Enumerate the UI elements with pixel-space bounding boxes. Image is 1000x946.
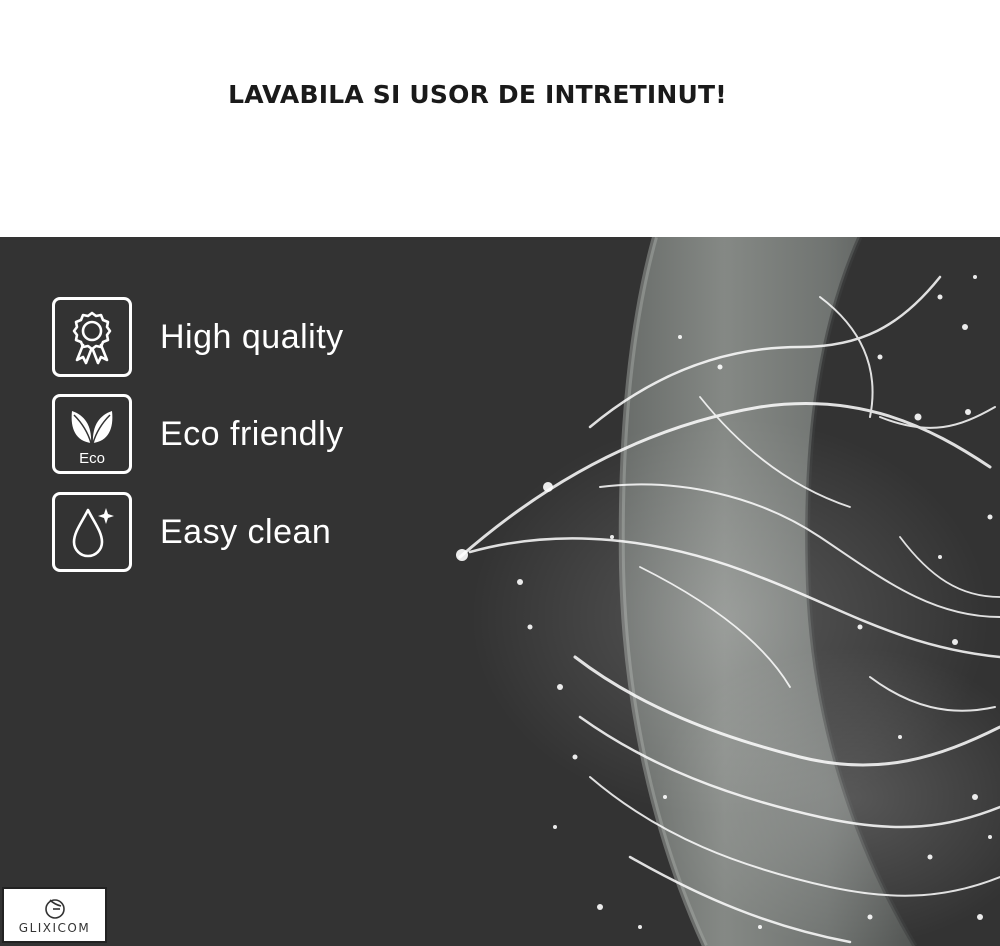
feature-panel bbox=[0, 237, 1000, 946]
feature-high-quality bbox=[52, 297, 344, 377]
eco-leaves-icon bbox=[60, 401, 124, 467]
brand-logo-text: GLIXICOM bbox=[18, 920, 91, 935]
award-ribbon-icon bbox=[64, 309, 120, 365]
feature-icon-box bbox=[52, 492, 132, 572]
feature-icon-box bbox=[52, 394, 132, 474]
feature-easy-clean bbox=[52, 492, 331, 572]
feature-label-high-quality: High quality bbox=[160, 317, 344, 356]
feature-eco-friendly bbox=[52, 394, 344, 474]
glixicom-logo-mark-icon bbox=[41, 896, 69, 920]
water-drop-sparkle-icon bbox=[64, 502, 120, 562]
eco-badge-text: Eco bbox=[79, 450, 105, 467]
feature-label-eco-friendly: Eco friendly bbox=[160, 414, 344, 453]
feature-icon-box bbox=[52, 297, 132, 377]
brand-logo bbox=[2, 887, 107, 943]
feature-label-easy-clean: Easy clean bbox=[160, 512, 332, 551]
page-headline: LAVABILA SI USOR DE INTRETINUT! bbox=[228, 80, 727, 109]
